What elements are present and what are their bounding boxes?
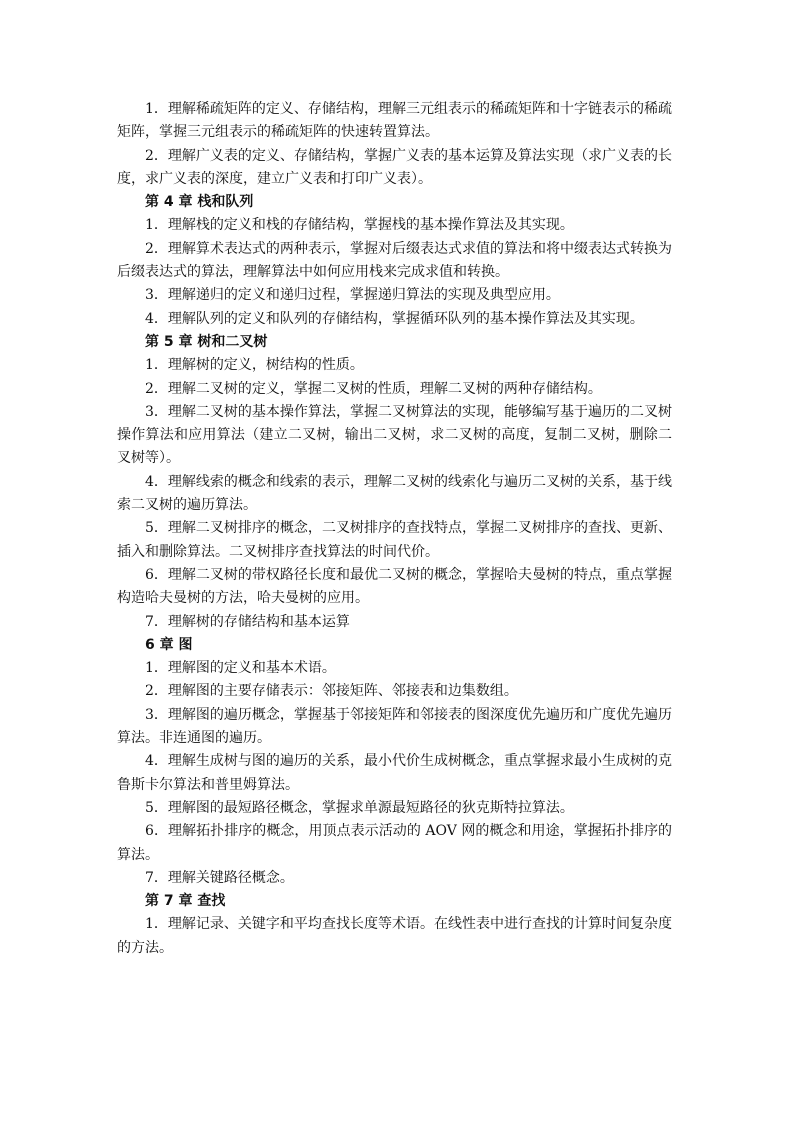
paragraph: 3．理解递归的定义和递归过程，掌握递归算法的实现及典型应用。 [145, 287, 560, 304]
paragraph: 2．理解图的主要存储表示：邻接矩阵、邻接表和边集数组。 [145, 683, 518, 700]
paragraph: 6．理解二叉树的带权路径长度和最优二叉树的概念，掌握哈夫曼树的特点，重点掌握构造哈夫曼树的方法，哈夫曼树的应用。 [117, 566, 672, 607]
paragraph: 4．理解线索的概念和线索的表示，理解二叉树的线索化与遍历二叉树的关系，基于线索二叉树的遍历算法。 [117, 473, 672, 514]
paragraph: 7．理解关键路径概念。 [145, 869, 294, 886]
document-page [117, 98, 672, 960]
paragraph: 7．理解树的存储结构和基本运算 [145, 613, 350, 630]
paragraph: 3．理解二叉树的基本操作算法，掌握二叉树算法的实现，能够编写基于遍历的二叉树操作算法和应用算法（建立二叉树，输出二叉树，求二叉树的高度，复制二叉树，删除二叉树等）。 [117, 403, 672, 467]
paragraph: 1．理解栈的定义和栈的存储结构，掌握栈的基本操作算法及其实现。 [145, 217, 574, 234]
chapter-heading: 第 7 章 查找 [145, 893, 226, 910]
paragraph: 4．理解队列的定义和队列的存储结构，掌握循环队列的基本操作算法及其实现。 [145, 310, 644, 327]
paragraph: 3．理解图的遍历概念，掌握基于邻接矩阵和邻接表的图深度优先遍历和广度优先遍历算法。非连通图的遍历。 [117, 706, 672, 747]
paragraph: 2．理解算术表达式的两种表示，掌握对后缀表达式求值的算法和将中缀表达式转换为后缀表达式的算法，理解算法中如何应用栈来完成求值和转换。 [117, 240, 672, 281]
paragraph: 6．理解拓扑排序的概念，用顶点表示活动的 AOV 网的概念和用途，掌握拓扑排序的算法。 [117, 823, 672, 863]
paragraph: 1．理解树的定义，树结构的性质。 [145, 357, 364, 374]
chapter-heading: 6 章 图 [145, 636, 193, 653]
chapter-heading: 第 4 章 栈和队列 [145, 194, 254, 211]
paragraph: 1．理解稀疏矩阵的定义、存储结构，理解三元组表示的稀疏矩阵和十字链表示的稀疏矩阵，掌握三元组表示的稀疏矩阵的快速转置算法。 [117, 101, 672, 141]
paragraph: 5．理解图的最短路径概念，掌握求单源最短路径的狄克斯特拉算法。 [145, 799, 574, 816]
chapter-heading: 第 5 章 树和二叉树 [145, 333, 268, 350]
paragraph: 2．理解广义表的定义、存储结构，掌握广义表的基本运算及算法实现（求广义表的长度，求广义表的深度，建立广义表和打印广义表）。 [117, 147, 672, 187]
paragraph: 2．理解二叉树的定义，掌握二叉树的性质，理解二叉树的两种存储结构。 [145, 380, 602, 397]
paragraph: 1．理解记录、关键字和平均查找长度等术语。在线性表中进行查找的计算时间复杂度的方法。 [117, 916, 672, 956]
paragraph: 1．理解图的定义和基本术语。 [145, 660, 336, 677]
paragraph: 5．理解二叉树排序的概念，二叉树排序的查找特点，掌握二叉树排序的查找、更新、插入和删除算法。二叉树排序查找算法的时间代价。 [117, 520, 672, 560]
paragraph: 4．理解生成树与图的遍历的关系，最小代价生成树概念，重点掌握求最小生成树的克鲁斯卡尔算法和普里姆算法。 [117, 753, 672, 793]
